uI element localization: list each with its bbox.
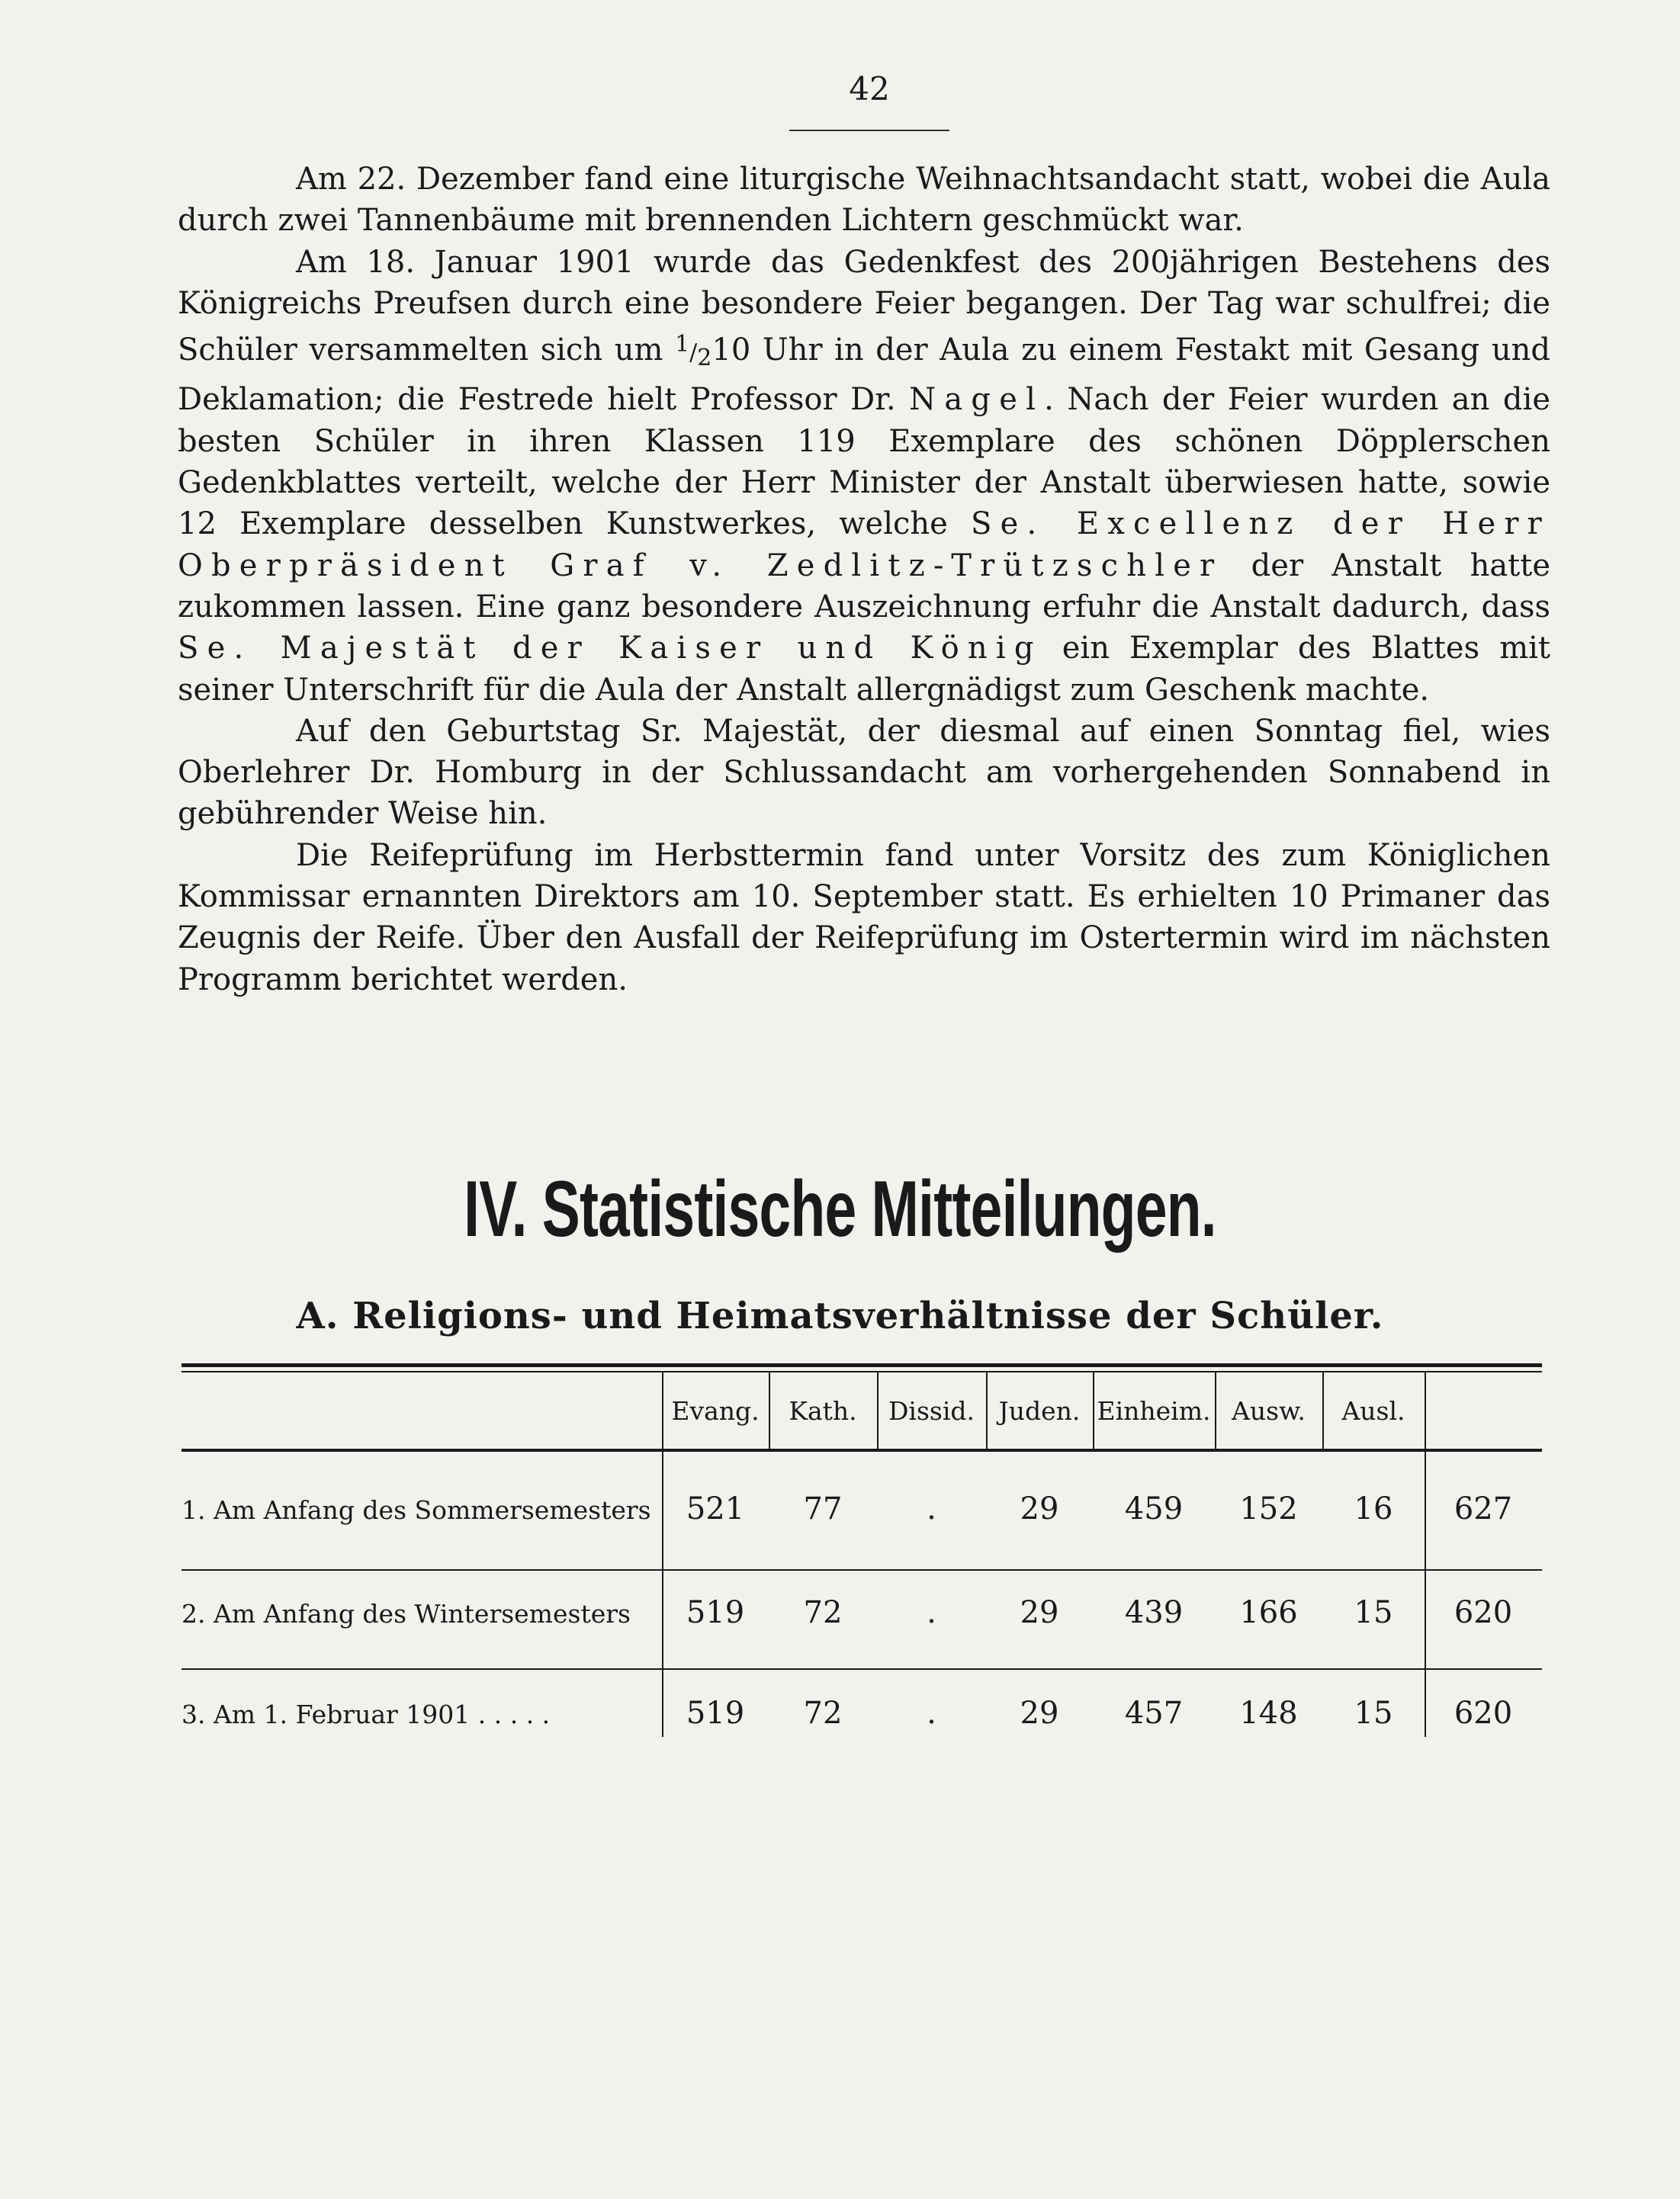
spaced-name: Se. Excellenz der Herr Oberpräsident Graf v. Zedlitz-Trützschler [178, 506, 1550, 583]
table-top-rule [181, 1363, 1542, 1367]
paragraph [178, 242, 1550, 711]
table-top-rule-thin [181, 1371, 1542, 1372]
table-cell: 148 [1239, 1696, 1298, 1731]
page-number: 42 [849, 70, 890, 108]
section-title: IV. Statistische Mitteilungen. [464, 1165, 1216, 1254]
row-label: 1. Am Anfang des Sommersemesters [181, 1495, 651, 1525]
text-run: Die Reifeprüfung im Herbsttermin fand unter Vorsitz des zum Königlichen Kommissar ernannten Direktors am 10. September statt. Es erhielten 10 Primaner das Zeugnis der Reife. Über den Ausfall der Reifeprüfung im Ostertermin wird im nächsten Programm berichtet werden. [178, 837, 1550, 997]
table-row-rule [181, 1668, 1542, 1670]
column-header: Ausl. [1341, 1396, 1405, 1426]
table-cell: 627 [1454, 1491, 1513, 1526]
row-label: 2. Am Anfang des Wintersemesters [181, 1599, 631, 1629]
table-cell: 15 [1354, 1696, 1393, 1731]
text-run: ein Exemplar des Blattes mit seiner Unterschrift für die Aula der Anstalt allergnädigst zum Geschenk machte. [178, 631, 1550, 708]
column-header: Juden. [998, 1396, 1081, 1426]
row-label: 3. Am 1. Februar 1901 . . . . . [181, 1700, 551, 1729]
table-row-rule [181, 1569, 1542, 1571]
paragraph [178, 711, 1550, 835]
table-cell: 29 [1020, 1595, 1059, 1630]
table-cell: 16 [1354, 1491, 1393, 1526]
table-cell: 72 [803, 1696, 843, 1731]
text-run: 10 Uhr in der Aula zu einem Festakt mit Gesang und Deklamation; die Festrede hielt Professor Dr. [178, 332, 1551, 418]
page-number-rule [789, 130, 949, 131]
statistics-table [181, 1363, 1542, 1737]
table-cell: 519 [686, 1595, 745, 1630]
text-run: der Anstalt hatte zukommen lassen. Eine ganz besondere Auszeichnung erfuhr die Anstalt dadurch, dass [178, 547, 1550, 624]
column-header: Evang. [671, 1396, 760, 1426]
table-cell: 457 [1124, 1696, 1184, 1731]
table-cell: 166 [1239, 1595, 1298, 1630]
paragraph [178, 159, 1550, 242]
table-cell: 77 [803, 1491, 843, 1526]
text-run: . Nach der Feier wurden an die besten Schüler in ihren Klassen 119 Exemplare des schönen Döpplerschen Gedenkblattes verteilt, welche der Herr Minister der Anstalt überwiesen hatte, sowie 12 Exemplare desselben Kunstwerkes, welche [178, 382, 1551, 542]
spaced-name: Se. Majestät der Kaiser und König [178, 631, 1042, 666]
table-column-line [1425, 1372, 1426, 1737]
table-cell: . [927, 1595, 936, 1630]
column-header: Kath. [789, 1396, 857, 1426]
table-cell: 439 [1124, 1595, 1184, 1630]
body-text [178, 159, 1550, 1000]
text-run: Am 18. Januar 1901 wurde das Gedenkfest des 200jährigen Bestehens des Königreichs Preufsen durch eine besondere Feier begangen. Der Tag war schulfrei; die Schüler versammelten sich um [178, 244, 1550, 368]
table-cell: . [927, 1696, 936, 1731]
column-header: Einheim. [1097, 1396, 1211, 1426]
table-cell: 152 [1239, 1491, 1298, 1526]
table-header-rule [181, 1449, 1542, 1452]
table-cell: 620 [1454, 1595, 1513, 1630]
subsection-title: A. Religions- und Heimatsverhältnisse der Schüler. [296, 1295, 1384, 1337]
table-cell: 521 [686, 1491, 745, 1526]
table-cell: 72 [803, 1595, 843, 1630]
table-cell: 15 [1354, 1595, 1393, 1630]
paragraph [178, 835, 1550, 1000]
table-cell: 519 [686, 1696, 745, 1731]
table-cell: 620 [1454, 1696, 1513, 1731]
text-run: Am 22. Dezember fand eine liturgische Weihnachtsandacht statt, wobei die Aula durch zwei Tannenbäume mit brennenden Lichtern geschmückt war. [178, 162, 1550, 239]
table-cell: 29 [1020, 1696, 1059, 1731]
fraction: $^1/_2$ [675, 331, 712, 372]
spaced-name: Nagel [909, 382, 1045, 418]
table-cell: 459 [1124, 1491, 1184, 1526]
column-header: Ausw. [1232, 1396, 1306, 1426]
table-cell: . [927, 1491, 936, 1526]
text-run: Auf den Geburtstag Sr. Majestät, der diesmal auf einen Sonntag fiel, wies Oberlehrer Dr. Homburg in der Schlussandacht am vorhergehenden Sonnabend in gebührender Weise hin. [178, 713, 1550, 832]
column-header: Dissid. [888, 1396, 975, 1426]
table-cell: 29 [1020, 1491, 1059, 1526]
